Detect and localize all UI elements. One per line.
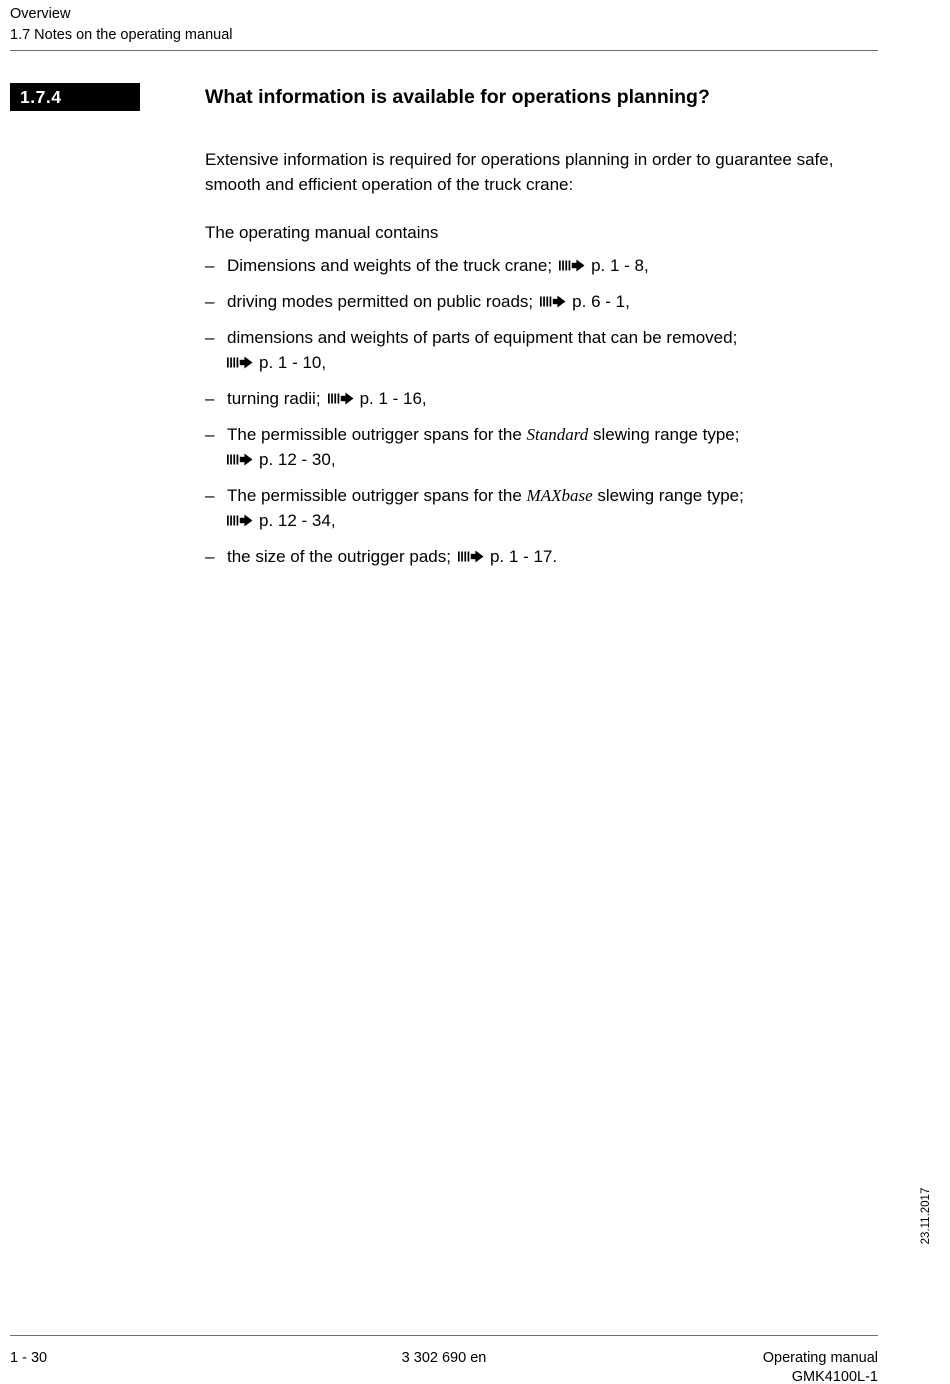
list-item-text: turning radii; — [227, 389, 321, 408]
footer-page-number: 1 - 30 — [10, 1350, 48, 1366]
list-item-text: The permissible outrigger spans for the — [227, 425, 527, 444]
list-item-body — [227, 544, 865, 569]
intro-paragraph: Extensive information is required for operations planning in order to guarantee safe, smooth and efficient operation of the truck crane: — [205, 150, 834, 194]
list-item-dash: – — [205, 292, 215, 311]
footer-model-number: GMK4100L-1 — [791, 1369, 878, 1384]
list-item-body — [227, 422, 865, 472]
list-item — [205, 422, 865, 472]
list-item-dash: – — [205, 328, 215, 347]
list-item-dash: – — [205, 256, 215, 275]
print-date-vertical: 23.11.2017 — [920, 1187, 932, 1245]
list-item — [205, 483, 865, 533]
list-item-dash: – — [205, 547, 215, 566]
page-reference: p. 12 - 30, — [259, 450, 336, 469]
page-reference: p. 1 - 10, — [259, 353, 327, 372]
list-item-text: slewing range type; — [592, 486, 744, 505]
section-title: What information is available for operations planning? — [205, 86, 710, 108]
list-item — [205, 386, 865, 411]
list-item-dash: – — [205, 486, 215, 505]
cross-reference-arrow-icon — [458, 550, 484, 563]
list-item-text: driving modes permitted on public roads; — [227, 292, 534, 311]
cross-reference-arrow-icon — [227, 356, 253, 369]
cross-reference-arrow-icon — [227, 514, 253, 527]
list-item-italic-term: MAXbase — [526, 486, 593, 505]
list-item-dash: – — [205, 389, 215, 408]
page-reference: p. 1 - 8, — [591, 256, 649, 275]
page-reference: p. 6 - 1, — [572, 292, 630, 311]
list-item-body — [227, 483, 865, 533]
page-reference: p. 1 - 16, — [359, 389, 427, 408]
list-item-text: the size of the outrigger pads; — [227, 547, 451, 566]
section-number-box: 1.7.4 — [10, 83, 140, 111]
footer-document-number: 3 302 690 en — [401, 1350, 487, 1366]
cross-reference — [552, 256, 649, 275]
list-item-dash: – — [205, 425, 215, 444]
cross-reference-arrow-icon — [559, 259, 585, 272]
cross-reference — [533, 292, 630, 311]
page-reference: p. 12 - 34, — [259, 511, 336, 530]
list-item — [205, 289, 865, 314]
list-item-body — [227, 325, 865, 375]
header-rule — [10, 50, 878, 51]
cross-reference-arrow-icon — [328, 392, 354, 405]
list-item — [205, 544, 865, 569]
list-item-text: Dimensions and weights of the truck crane; — [227, 256, 553, 275]
information-list — [205, 253, 865, 569]
list-item — [205, 253, 865, 278]
cross-reference — [227, 508, 865, 533]
cross-reference-arrow-icon — [227, 453, 253, 466]
cross-reference — [227, 350, 865, 375]
footer-manual-name: Operating manual — [762, 1350, 878, 1366]
page-reference: p. 1 - 17. — [489, 547, 558, 566]
list-intro: The operating manual contains — [205, 223, 439, 242]
list-item-text: The permissible outrigger spans for the — [227, 486, 527, 505]
list-item — [205, 325, 865, 375]
cross-reference — [451, 547, 557, 566]
cross-reference — [321, 389, 427, 408]
list-item-text: slewing range type; — [588, 425, 740, 444]
list-item-body — [227, 289, 865, 314]
list-item-body — [227, 253, 865, 278]
footer-manual-info — [763, 1349, 878, 1384]
list-item-italic-term: Standard — [526, 425, 589, 444]
list-item-text: dimensions and weights of parts of equipment that can be removed; — [227, 328, 738, 347]
running-header-chapter: Overview — [10, 6, 71, 22]
running-header-section: 1.7 Notes on the operating manual — [10, 27, 233, 43]
cross-reference-arrow-icon — [540, 295, 566, 308]
cross-reference — [227, 447, 865, 472]
body-content — [205, 147, 865, 580]
footer-rule — [10, 1335, 878, 1336]
running-header — [10, 4, 232, 46]
list-item-body — [227, 386, 865, 411]
